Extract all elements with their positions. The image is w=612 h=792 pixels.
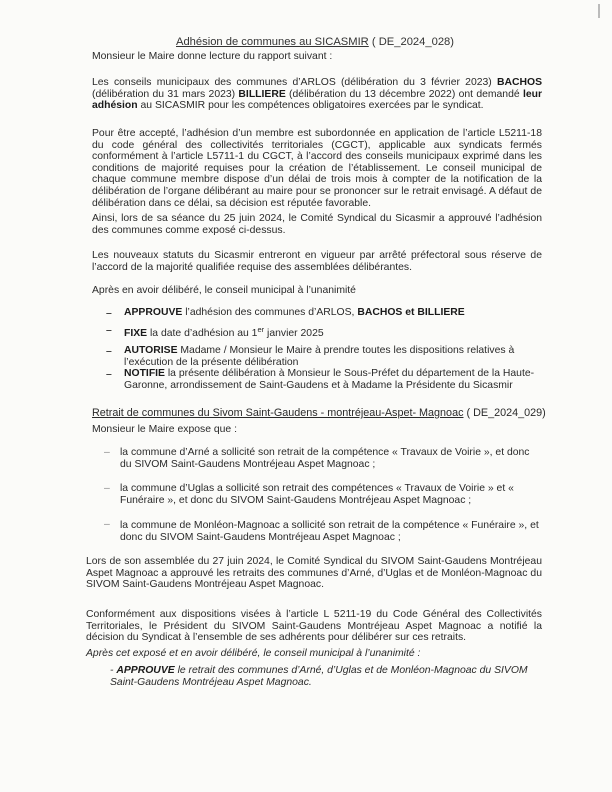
- sivom-item-monleon: la commune de Monléon-Magnoac a sollicité son retrait de la compétence « Funéraire », et donc du SIVOM Saint-Gaudens Montréjeau Aspet Magnoac ;: [120, 520, 539, 543]
- superscript: er: [257, 325, 265, 334]
- sicasmir-paragraph-1: [92, 77, 542, 112]
- decision-item-fixe: [124, 324, 542, 340]
- list-dash: –: [104, 519, 110, 530]
- sivom-decision: [110, 665, 542, 688]
- sicasmir-intro: Monsieur le Maire donne lecture du rapport suivant :: [92, 51, 333, 62]
- sivom-paragraph-3: Après cet exposé et en avoir délibéré, le conseil municipal à l’unanimité :: [86, 648, 421, 659]
- bachos-bold: BACHOS: [496, 77, 542, 88]
- decision-item-notifie: [124, 368, 542, 392]
- sivom-item-arne: la commune d’Arné a sollicité son retrait de la compétence « Travaux de Voirie », et donc du SIVOM Saint-Gaudens Montréjeau Aspet Magnoac ;: [120, 447, 530, 470]
- item-keyword: APPROUVE: [124, 307, 183, 318]
- item-text: le retrait des communes d’Arné, d’Uglas et de Monléon-Magnoac du SIVOM Saint-Gaudens Montréjeau Aspet Magnoac.: [110, 665, 528, 688]
- sivom-item-uglas: la commune d’Uglas a sollicité son retrait des compétences « Travaux de Voirie » et « Funéraire », et donc du SIVOM Saint-Gaudens Montréjeau Aspet Magnoac ;: [120, 483, 514, 506]
- sivom-intro: Monsieur le Maire expose que :: [92, 424, 237, 435]
- sivom-title-ref: ( DE_2024_029): [463, 407, 546, 419]
- list-dash: –: [104, 447, 110, 458]
- scan-edge-mark: [598, 4, 600, 18]
- item-text: l’adhésion des communes d’ARLOS,: [182, 307, 358, 318]
- decision-item-approuve: [124, 307, 542, 319]
- billiere-bold: BILLIERE: [238, 88, 286, 100]
- sicasmir-title-text: Adhésion de communes au SICASMIR: [176, 36, 369, 48]
- sivom-paragraph-1: Lors de son assemblée du 27 juin 2024, le Comité Syndical du SIVOM Saint-Gaudens Montréjeau Aspet Magnoac a approuvé les retraits des communes d’Arné, d’Uglas et de Monléon-Magnoac du SIVOM Saint-Gaudens Montréjeau Aspet Magnoac.: [86, 556, 542, 591]
- item-keyword: NOTIFIE: [124, 368, 165, 379]
- sivom-section-title: [92, 407, 546, 420]
- item-text: Madame / Monsieur le Maire à prendre toutes les dispositions relatives à l’exécution de la présente délibération: [124, 345, 515, 368]
- sicasmir-paragraph-3: Ainsi, lors de sa séance du 25 juin 2024, le Comité Syndical du Sicasmir a approuvé l’adhésion des communes comme exposé ci-dessus.: [92, 213, 542, 236]
- item-dash: -: [110, 665, 117, 676]
- sicasmir-paragraph-5: Après en avoir délibéré, le conseil municipal à l’unanimité: [92, 285, 356, 296]
- item-keyword: BACHOS et BILLIERE: [357, 307, 465, 318]
- item-text: janvier 2025: [264, 328, 324, 339]
- sivom-paragraph-2: Conformément aux dispositions visées à l’article L 5211-19 du Code Général des Collectivités Territoriales, le Président du SIVOM Saint-Gaudens Montréjeau Aspet Magnoac a notifié la décision du Syndicat à l’ensemble de ses adhérents pour délibérer sur ces retraits.: [86, 609, 542, 644]
- list-dash: –: [106, 308, 112, 319]
- adhesion-bold: leur adhésion: [92, 88, 542, 112]
- text-run: (délibération du 13 décembre 2022) ont demandé: [285, 88, 523, 100]
- list-dash: –: [106, 346, 112, 357]
- text-run: au SICASMIR pour les compétences obligatoires exercées par le syndicat.: [137, 100, 484, 112]
- item-text: la présente délibération à Monsieur le Sous-Préfet du département de la Haute-Garonne, arrondissement de Saint-Gaudens et à Madame la Présidente du Sicasmir: [124, 368, 535, 391]
- item-keyword: AUTORISE: [124, 345, 178, 356]
- item-text: la date d’adhésion au 1: [147, 328, 258, 339]
- list-dash: –: [106, 369, 112, 380]
- text-run: (délibération du 31 mars 2023): [92, 88, 239, 100]
- item-keyword: APPROUVE: [116, 665, 175, 676]
- sicasmir-section-title: [150, 36, 480, 48]
- sicasmir-title-ref: ( DE_2024_028): [368, 36, 454, 48]
- item-keyword: FIXE: [124, 328, 148, 339]
- list-dash: –: [106, 325, 112, 336]
- sicasmir-paragraph-4: Les nouveaux statuts du Sicasmir entreront en vigueur par arrêté préfectoral sous réserve de l’accord de la majorité qualifiée requise des assemblées délibérantes.: [92, 250, 542, 273]
- sivom-title-text: Retrait de communes du Sivom Saint-Gaudens - montréjeau-Aspet- Magnoac: [92, 407, 464, 419]
- sicasmir-paragraph-2: Pour être accepté, l’adhésion d’un membre est subordonnée en application de l’article L5211-18 du code général des collectivités territoriales (CGCT), applicable aux syndicats fermés conformément à l’article L5711-1 du CGCT, à l’accord des conseils municipaux exprimé dans les conditions de majorité requises pour la création de l’établissement. Le conseil municipal de chaque commune membre dispose d’un délai de trois mois à compter de la notification de la délibération de l’organe délibérant au maire pour se prononcer sur le retrait envisagé. A défaut de délibération dans ce délai, sa décision est réputée favorable.: [92, 128, 542, 209]
- list-dash: –: [104, 483, 110, 494]
- decision-item-autorise: [124, 345, 542, 369]
- text-run: Les conseils municipaux des communes d’ARLOS (délibération du 3 février 2023): [92, 77, 497, 88]
